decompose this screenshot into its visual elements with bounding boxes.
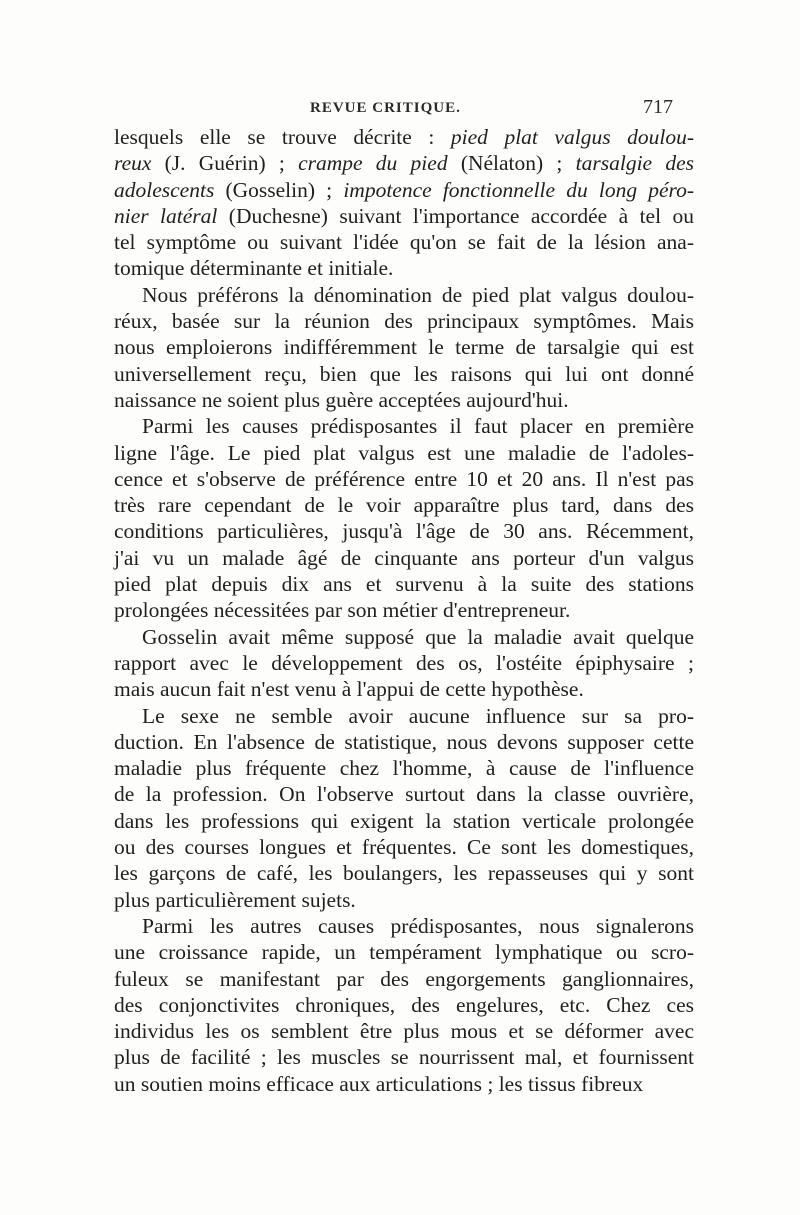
text-segment: rapport avec le développement des os, l'ostéite épiphysaire ; [114,650,694,675]
text-segment: individus les os semblent être plus mous et se déformer avec [114,1019,694,1044]
text-line [114,1018,694,1044]
text-segment: (Duchesne) suivant l'importance accordée à tel ou [217,203,694,228]
text-segment: ligne l'âge. Le pied plat valgus est une maladie de l'adoles- [114,440,694,465]
text-segment: des conjonctivites chroniques, des engelures, etc. Chez ces [114,992,694,1017]
text-line [114,361,694,387]
text-line [114,808,694,834]
text-segment: Gosselin avait même supposé que la maladie avait quelque [142,624,694,649]
text-segment: tel symptôme ou suivant l'idée qu'on se fait de la lésion ana- [114,230,694,255]
text-line [114,781,694,807]
text-segment: Parmi les causes prédisposantes il faut placer en première [142,414,694,439]
text-line [114,150,694,176]
text-line [114,203,694,229]
text-line [114,308,694,334]
text-segment: plus particulièrement sujets. [114,887,356,912]
text-segment: reux [114,151,152,176]
text-segment: fuleux se manifestant par des engorgements ganglionnaires, [114,966,694,991]
text-segment: mais aucun fait n'est venu à l'appui de cette hypothèse. [114,677,584,702]
text-segment: lesquels elle se trouve décrite : [114,125,451,149]
text-line [114,282,694,308]
text-line [114,597,694,623]
text-segment: impotence fonctionnelle du long péro- [343,177,695,202]
text-segment: dans les professions qui exigent la station verticale prolongée [114,808,694,833]
text-segment: (Nélaton) ; [447,151,576,176]
text-segment: (Gosselin) ; [214,177,344,202]
text-line [114,466,694,492]
text-segment: Parmi les autres causes prédisposantes, nous signalerons [142,913,694,938]
text-segment: Le sexe ne semble avoir aucune influence sur sa pro- [142,703,694,728]
text-line [114,624,694,650]
text-segment: duction. En l'absence de statistique, nous devons supposer cette [114,729,694,754]
body-text [114,124,694,1097]
text-segment: pied plat depuis dix ans et survenu à la suite des stations [114,572,694,597]
text-segment: pied plat valgus doulou- [450,125,694,149]
text-line [114,992,694,1018]
text-segment: Nous préférons la dénomination de pied plat valgus doulou- [142,282,694,307]
text-segment: j'ai vu un malade âgé de cinquante ans porteur d'un valgus [114,545,694,570]
text-line [114,255,694,281]
text-segment: tomique déterminante et initiale. [114,256,394,281]
text-segment: réux, basée sur la réunion des principaux symptômes. Mais [114,309,694,334]
text-segment: nous emploierons indifféremment le terme de tarsalgie qui est [114,335,694,360]
text-line [114,518,694,544]
text-line [114,492,694,518]
text-line [114,334,694,360]
text-segment: de la profession. On l'observe surtout dans la classe ouvrière, [114,782,694,807]
text-line [114,913,694,939]
page-number: 717 [643,96,673,118]
text-segment: cence et s'observe de préférence entre 10 et 20 ans. Il n'est pas [114,466,694,491]
text-segment: plus de facilité ; les muscles se nourrissent mal, et fournissent [114,1045,694,1070]
text-line [114,703,694,729]
text-line [114,1044,694,1070]
text-line [114,887,694,913]
text-segment: crampe du pied [298,151,448,176]
text-line [114,571,694,597]
text-segment: universellement reçu, bien que les raisons qui lui ont donné [114,361,694,386]
running-head [0,96,800,122]
text-line [114,545,694,571]
text-segment: conditions particulières, jusqu'à l'âge de 30 ans. Récemment, [114,519,694,544]
text-segment: (J. Guérin) ; [151,151,299,176]
text-line [114,650,694,676]
running-head-title: REVUE CRITIQUE. [310,100,461,116]
text-segment: naissance ne soient plus guère acceptées aujourd'hui. [114,387,569,412]
text-line [114,860,694,886]
text-line [114,966,694,992]
text-line [114,939,694,965]
text-segment: très rare cependant de le voir apparaître plus tard, dans des [114,493,694,518]
text-line [114,834,694,860]
text-line [114,1071,694,1097]
text-line [114,676,694,702]
text-line [114,729,694,755]
text-segment: prolongées nécessitées par son métier d'entrepreneur. [114,598,571,623]
text-segment: tarsalgie des [575,151,695,176]
text-line [114,440,694,466]
text-line [114,387,694,413]
text-segment: une croissance rapide, un tempérament lymphatique ou scro- [114,940,694,965]
text-segment: ou des courses longues et fréquentes. Ce sont les domestiques, [114,835,694,860]
text-line [114,413,694,439]
text-line [114,124,694,150]
text-line [114,229,694,255]
text-segment: maladie plus fréquente chez l'homme, à cause de l'influence [114,756,694,781]
text-segment: les garçons de café, les boulangers, les repasseuses qui y sont [114,861,694,886]
text-line [114,755,694,781]
text-segment: un soutien moins efficace aux articulations ; les tissus fibreux [114,1071,644,1096]
text-segment: nier latéral [114,203,218,228]
text-line [114,177,694,203]
text-segment: adolescents [114,177,215,202]
